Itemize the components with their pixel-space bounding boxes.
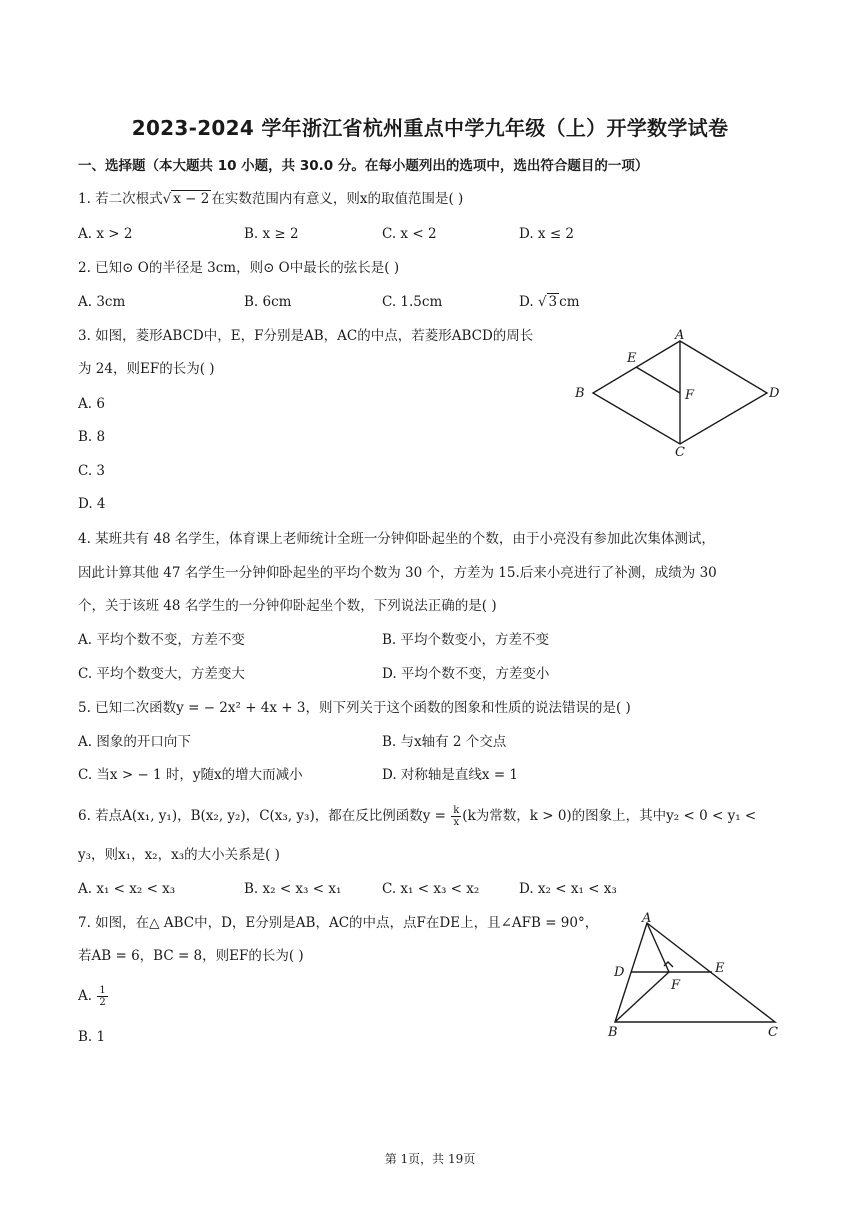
q2-option-a: A. 3cm — [78, 294, 126, 310]
q3-option-a: A. 6 — [78, 396, 105, 412]
q3-option-c: C. 3 — [78, 463, 106, 479]
question-7-line-2: 若AB = 6，BC = 8，则EF的长为( ) — [78, 948, 304, 964]
point-label-f: F — [671, 978, 681, 993]
vertex-label-d: D — [769, 386, 780, 401]
question-1 — [78, 189, 463, 209]
q6-text-pre: 6. 若点A(x₁, y₁)，B(x₂, y₂)，C(x₃, y₃)，都在反比例函数y = — [78, 808, 451, 824]
q1-text-post: 在实数范围内有意义，则x的取值范围是( ) — [211, 191, 464, 207]
fraction-k-over-x — [451, 805, 461, 828]
segment-ef — [636, 367, 680, 393]
point-label-f: F — [685, 388, 695, 403]
q7-option-a — [78, 985, 109, 1008]
q2-option-d-label: D. — [519, 294, 538, 310]
q3-option-b: B. 8 — [78, 429, 106, 445]
q1-option-b: B. x ≥ 2 — [244, 226, 299, 242]
fraction-numerator: 1 — [99, 985, 106, 996]
section-heading: 一、选择题（本大题共 10 小题，共 30.0 分。在每小题列出的选项中，选出符合题目的一项） — [78, 158, 649, 174]
question-3-line-2: 为 24，则EF的长为( ) — [78, 361, 215, 377]
page-footer: 第 1页，共 19页 — [384, 1152, 476, 1166]
q4-option-a: A. 平均个数不变，方差不变 — [78, 632, 245, 648]
vertex-label-a: A — [675, 328, 685, 343]
fraction-denominator: x — [453, 817, 460, 828]
q6-option-a: A. x₁ < x₂ < x₃ — [78, 881, 176, 897]
question-4-line-1: 4. 某班共有 48 名学生，体育课上老师统计全班一分钟仰卧起坐的个数，由于小亮没有参加此次集体测试， — [78, 531, 715, 547]
fraction-numerator: k — [453, 805, 460, 816]
q1-option-a: A. x > 2 — [78, 226, 133, 242]
vertex-label-c: C — [675, 445, 685, 460]
question-6-line-2: y₃，则x₁，x₂，x₃的大小关系是( ) — [78, 847, 280, 863]
q7-option-b: B. 1 — [78, 1029, 106, 1045]
triangle-figure — [598, 910, 788, 1045]
q1-radicand: x − 2 — [173, 191, 210, 207]
q5-option-a: A. 图象的开口向下 — [78, 734, 191, 750]
vertex-label-a: A — [642, 911, 652, 926]
vertex-label-b: B — [575, 386, 585, 401]
fraction-one-half — [97, 985, 107, 1008]
sqrt-symbol: √ 3 — [537, 294, 558, 310]
q5-option-b: B. 与x轴有 2 个交点 — [382, 734, 507, 750]
fraction-denominator: 2 — [99, 997, 106, 1008]
page-title: 2023-2024 学年浙江省杭州重点中学九年级（上）开学数学试卷 — [131, 116, 729, 140]
question-3-line-1: 3. 如图，菱形ABCD中，E，F分别是AB，AC的中点，若菱形ABCD的周长 — [78, 328, 534, 344]
vertex-label-b: B — [608, 1025, 618, 1040]
point-label-e: E — [627, 351, 637, 366]
q6-option-d: D. x₂ < x₁ < x₃ — [519, 881, 617, 897]
q5-option-d: D. 对称轴是直线x = 1 — [382, 767, 519, 783]
question-4-line-2: 因此计算其他 47 名学生一分钟仰卧起坐的平均个数为 30 个，方差为 15.后来小亮进行了补测，成绩为 30 — [78, 565, 717, 581]
q6-option-b: B. x₂ < x₃ < x₁ — [244, 881, 342, 897]
q4-option-d: D. 平均个数不变，方差变小 — [382, 666, 550, 682]
q4-option-c: C. 平均个数变大，方差变大 — [78, 666, 245, 682]
question-4-line-3: 个，关于该班 48 名学生的一分钟仰卧起坐个数，下列说法正确的是( ) — [78, 598, 497, 614]
question-7-line-1: 7. 如图，在△ ABC中，D，E分别是AB，AC的中点，点F在DE上，且∠AFB = 90°， — [78, 915, 599, 931]
vertex-label-c: C — [768, 1025, 778, 1040]
q2-option-c: C. 1.5cm — [382, 294, 443, 310]
q6-text-post: (k为常数，k > 0)的图象上，其中y₂ < 0 < y₁ < — [462, 808, 757, 824]
rhombus-figure — [565, 325, 790, 460]
q4-option-b: B. 平均个数变小，方差不变 — [382, 632, 550, 648]
q5-option-c: C. 当x > − 1 时，y随x的增大而减小 — [78, 767, 303, 783]
sqrt-symbol: √ x − 2 — [162, 191, 210, 207]
question-2: 2. 已知⊙ O的半径是 3cm，则⊙ O中最长的弦长是( ) — [78, 260, 400, 276]
point-label-d: D — [614, 965, 625, 980]
q2-option-b: B. 6cm — [244, 294, 292, 310]
question-5: 5. 已知二次函数y = − 2x² + 4x + 3，则下列关于这个函数的图象和性质的说法错误的是( ) — [78, 700, 631, 716]
q1-text-pre: 1. 若二次根式 — [78, 191, 163, 207]
q2-d-unit: cm — [559, 294, 580, 310]
q3-option-d: D. 4 — [78, 496, 106, 512]
q1-option-d: D. x ≤ 2 — [519, 226, 575, 242]
q2-option-d — [519, 292, 580, 312]
q2-d-radicand: 3 — [548, 294, 558, 310]
q7-option-a-label: A. — [78, 988, 97, 1004]
question-6-line-1 — [78, 805, 756, 828]
point-label-e: E — [715, 961, 725, 976]
q1-option-c: C. x < 2 — [382, 226, 437, 242]
q6-option-c: C. x₁ < x₃ < x₂ — [382, 881, 480, 897]
